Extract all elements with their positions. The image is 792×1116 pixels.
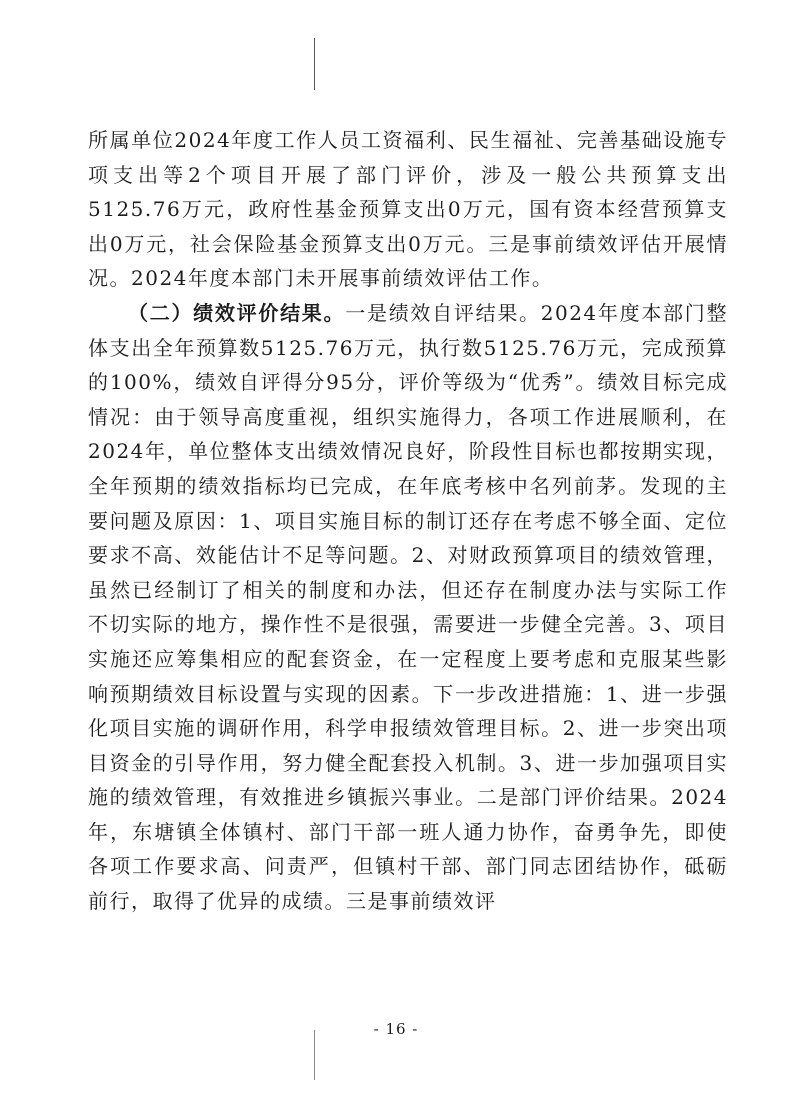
paragraph-evaluation-results [88, 296, 728, 919]
scan-margin-line-bottom [314, 1030, 315, 1080]
section-heading: （二）绩效评价结果。 [128, 300, 346, 325]
paragraph-continued: 所属单位2024年度工作人员工资福利、民生福祉、完善基础设施专项支出等2个项目开展了部门评价，涉及一般公共预算支出5125.76万元，政府性基金预算支出0万元，国有资本经营预算支出0万元，社会保险基金预算支出0万元。三是事前绩效评估开展情况。2024年度本部门未开展事前绩效评估工作。 [88, 128, 728, 291]
document-body [88, 123, 728, 919]
page-number: - 16 - [373, 1020, 419, 1038]
scan-margin-line-top [314, 38, 315, 90]
paragraph-body: 一是绩效自评结果。2024年度本部门整体支出全年预算数5125.76万元，执行数5125.76万元，完成预算的100%，绩效自评得分95分，评价等级为“优秀”。绩效目标完成情况：由于领导高度重视，组织实施得力，各项工作进展顺利，在2024年，单位整体支出绩效情况良好，阶段性目标也都按期实现，全年预期的绩效指标均已完成，在年底考核中名列前茅。发现的主要问题及原因：1、项目实施目标的制订还存在考虑不够全面、定位要求不高、效能估计不足等问题。2、对财政预算项目的绩效管理，虽然已经制订了相关的制度和办法，但还存在制度办法与实际工作不切实际的地方，操作性不是很强，需要进一步健全完善。3、项目实施还应筹集相应的配套资金，在一定程度上要考虑和克服某些影响预期绩效目标设置与实现的因素。下一步改进措施：1、进一步强化项目实施的调研作用，科学申报绩效管理目标。2、进一步突出项目资金的引导作用，努力健全配套投入机制。3、进一步加强项目实施的绩效管理，有效推进乡镇振兴事业。二是部门评价结果。2024年，东塘镇全体镇村、部门干部一班人通力协作，奋勇争先，即使各项工作要求高、问责严，但镇村干部、部门同志团结协作，砥砺前行，取得了优异的成绩。三是事前绩效评 [88, 300, 729, 914]
